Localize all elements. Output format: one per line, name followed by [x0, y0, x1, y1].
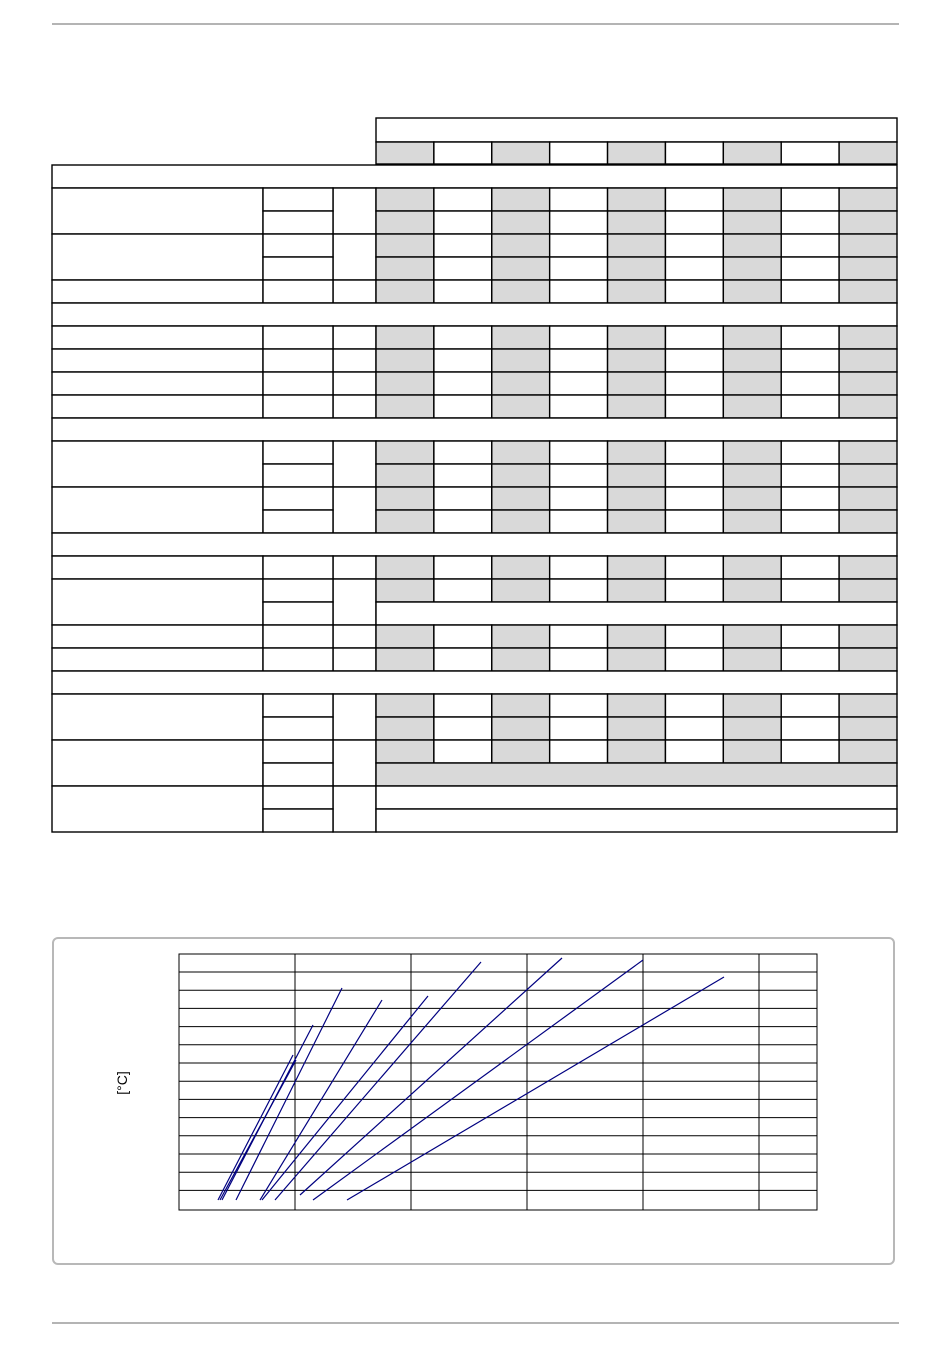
unit-cell	[333, 441, 376, 487]
row-model-cell	[839, 694, 897, 717]
row-model-cell	[723, 211, 781, 234]
row-model-cell	[550, 395, 608, 418]
row-model-cell	[781, 579, 839, 602]
row-model-cell	[781, 441, 839, 464]
row-model-cell	[376, 625, 434, 648]
row-model-cell	[608, 211, 666, 234]
row-model-cell	[434, 211, 492, 234]
parameter-label-cell	[52, 694, 263, 740]
condition-cell	[263, 211, 333, 234]
merged-value-cell	[376, 786, 897, 809]
row-model-cell	[492, 211, 550, 234]
row-model-cell	[434, 188, 492, 211]
row-model-cell	[839, 487, 897, 510]
row-model-cell	[723, 579, 781, 602]
parameter-label-cell	[52, 280, 263, 303]
row-model-cell	[839, 188, 897, 211]
unit-cell	[333, 349, 376, 372]
row-model-cell	[550, 211, 608, 234]
row-model-cell	[723, 326, 781, 349]
header-model-cell	[723, 142, 781, 164]
row-model-cell	[608, 372, 666, 395]
row-model-cell	[723, 717, 781, 740]
row-model-cell	[608, 395, 666, 418]
parameter-label-cell	[52, 625, 263, 648]
condition-cell	[263, 556, 333, 579]
condition-cell	[263, 372, 333, 395]
row-model-cell	[550, 441, 608, 464]
row-model-cell	[781, 625, 839, 648]
row-model-cell	[376, 487, 434, 510]
row-model-cell	[665, 372, 723, 395]
row-model-cell	[550, 694, 608, 717]
unit-cell	[333, 740, 376, 786]
row-model-cell	[608, 441, 666, 464]
unit-cell	[333, 234, 376, 280]
row-model-cell	[492, 188, 550, 211]
row-model-cell	[376, 740, 434, 763]
condition-cell	[263, 395, 333, 418]
row-model-cell	[434, 579, 492, 602]
parameter-label-cell	[52, 372, 263, 395]
row-model-cell	[550, 234, 608, 257]
condition-cell	[263, 648, 333, 671]
row-model-cell	[434, 694, 492, 717]
unit-cell	[333, 326, 376, 349]
row-model-cell	[608, 257, 666, 280]
row-model-cell	[608, 579, 666, 602]
row-model-cell	[665, 740, 723, 763]
row-model-cell	[608, 188, 666, 211]
row-model-cell	[376, 510, 434, 533]
row-model-cell	[723, 625, 781, 648]
unit-cell	[333, 786, 376, 832]
row-model-cell	[665, 556, 723, 579]
row-model-cell	[376, 326, 434, 349]
row-model-cell	[665, 188, 723, 211]
unit-cell	[333, 648, 376, 671]
row-model-cell	[550, 372, 608, 395]
merged-value-cell	[376, 602, 897, 625]
row-model-cell	[550, 579, 608, 602]
merged-value-cell	[376, 809, 897, 832]
row-model-cell	[376, 395, 434, 418]
row-model-cell	[492, 740, 550, 763]
row-model-cell	[839, 234, 897, 257]
header-model-cell	[665, 142, 723, 164]
header-model-cell	[492, 142, 550, 164]
unit-cell	[333, 625, 376, 648]
row-model-cell	[434, 717, 492, 740]
row-model-cell	[492, 694, 550, 717]
parameter-label-cell	[52, 786, 263, 832]
condition-cell	[263, 280, 333, 303]
row-model-cell	[839, 395, 897, 418]
row-model-cell	[434, 740, 492, 763]
condition-cell	[263, 464, 333, 487]
row-model-cell	[550, 326, 608, 349]
row-model-cell	[550, 510, 608, 533]
row-model-cell	[434, 349, 492, 372]
row-model-cell	[434, 510, 492, 533]
header-model-cell	[839, 142, 897, 164]
row-model-cell	[550, 556, 608, 579]
unit-cell	[333, 579, 376, 625]
row-model-cell	[376, 372, 434, 395]
row-model-cell	[608, 556, 666, 579]
row-model-cell	[492, 648, 550, 671]
row-model-cell	[434, 556, 492, 579]
row-model-cell	[376, 717, 434, 740]
row-model-cell	[665, 464, 723, 487]
row-model-cell	[376, 648, 434, 671]
row-model-cell	[434, 372, 492, 395]
row-model-cell	[839, 648, 897, 671]
row-model-cell	[376, 188, 434, 211]
parameter-label-cell	[52, 188, 263, 234]
row-model-cell	[608, 349, 666, 372]
row-model-cell	[839, 257, 897, 280]
row-model-cell	[665, 717, 723, 740]
condition-cell	[263, 809, 333, 832]
row-model-cell	[781, 280, 839, 303]
unit-cell	[333, 280, 376, 303]
row-model-cell	[781, 257, 839, 280]
row-model-cell	[839, 211, 897, 234]
row-model-cell	[550, 349, 608, 372]
row-model-cell	[781, 395, 839, 418]
section-header-row	[52, 671, 897, 694]
row-model-cell	[665, 326, 723, 349]
parameter-label-cell	[52, 556, 263, 579]
parameter-label-cell	[52, 740, 263, 786]
row-model-cell	[839, 280, 897, 303]
unit-cell	[333, 694, 376, 740]
row-model-cell	[492, 441, 550, 464]
condition-cell	[263, 441, 333, 464]
row-model-cell	[839, 464, 897, 487]
row-model-cell	[376, 694, 434, 717]
parameter-label-cell	[52, 326, 263, 349]
row-model-cell	[608, 717, 666, 740]
row-model-cell	[723, 648, 781, 671]
row-model-cell	[723, 188, 781, 211]
temperature-curve-panel	[52, 937, 895, 1265]
row-model-cell	[839, 579, 897, 602]
condition-cell	[263, 579, 333, 602]
row-model-cell	[781, 326, 839, 349]
row-model-cell	[550, 717, 608, 740]
condition-cell	[263, 487, 333, 510]
row-model-cell	[723, 556, 781, 579]
row-model-cell	[723, 441, 781, 464]
row-model-cell	[492, 257, 550, 280]
row-model-cell	[434, 257, 492, 280]
row-model-cell	[550, 257, 608, 280]
row-model-cell	[723, 487, 781, 510]
row-model-cell	[781, 211, 839, 234]
row-model-cell	[492, 717, 550, 740]
row-model-cell	[781, 464, 839, 487]
header-model-cell	[434, 142, 492, 164]
condition-cell	[263, 257, 333, 280]
row-model-cell	[550, 740, 608, 763]
row-model-cell	[608, 326, 666, 349]
bottom-rule	[52, 1322, 899, 1324]
header-model-cell	[608, 142, 666, 164]
row-model-cell	[781, 648, 839, 671]
row-model-cell	[492, 234, 550, 257]
row-model-cell	[781, 694, 839, 717]
y-axis-label: [°C]	[114, 1071, 130, 1095]
row-model-cell	[550, 648, 608, 671]
row-model-cell	[376, 441, 434, 464]
row-model-cell	[376, 556, 434, 579]
parameter-label-cell	[52, 395, 263, 418]
section-header-row	[52, 533, 897, 556]
parameter-label-cell	[52, 487, 263, 533]
row-model-cell	[839, 510, 897, 533]
parameter-label-cell	[52, 441, 263, 487]
row-model-cell	[665, 441, 723, 464]
condition-cell	[263, 234, 333, 257]
row-model-cell	[723, 349, 781, 372]
header-model-cell	[376, 142, 434, 164]
condition-cell	[263, 602, 333, 625]
row-model-cell	[434, 648, 492, 671]
row-model-cell	[665, 257, 723, 280]
row-model-cell	[723, 740, 781, 763]
row-model-cell	[665, 694, 723, 717]
row-model-cell	[492, 280, 550, 303]
row-model-cell	[608, 510, 666, 533]
row-model-cell	[839, 717, 897, 740]
condition-cell	[263, 717, 333, 740]
row-model-cell	[492, 326, 550, 349]
row-model-cell	[492, 349, 550, 372]
row-model-cell	[665, 234, 723, 257]
section-header-row	[52, 418, 897, 441]
row-model-cell	[550, 487, 608, 510]
row-model-cell	[665, 395, 723, 418]
row-model-cell	[492, 625, 550, 648]
header-group-cell	[376, 118, 897, 142]
unit-cell	[333, 372, 376, 395]
unit-cell	[333, 556, 376, 579]
row-model-cell	[839, 372, 897, 395]
row-model-cell	[434, 487, 492, 510]
row-model-cell	[376, 234, 434, 257]
row-model-cell	[723, 395, 781, 418]
header-model-cell	[781, 142, 839, 164]
condition-cell	[263, 188, 333, 211]
row-model-cell	[781, 740, 839, 763]
row-model-cell	[665, 625, 723, 648]
row-model-cell	[665, 211, 723, 234]
row-model-cell	[839, 625, 897, 648]
row-model-cell	[492, 487, 550, 510]
row-model-cell	[781, 234, 839, 257]
row-model-cell	[608, 487, 666, 510]
row-model-cell	[839, 740, 897, 763]
condition-cell	[263, 625, 333, 648]
row-model-cell	[608, 464, 666, 487]
row-model-cell	[492, 395, 550, 418]
row-model-cell	[723, 372, 781, 395]
row-model-cell	[492, 579, 550, 602]
condition-cell	[263, 740, 333, 763]
row-model-cell	[376, 280, 434, 303]
row-model-cell	[550, 625, 608, 648]
parameter-label-cell	[52, 349, 263, 372]
row-model-cell	[608, 694, 666, 717]
row-model-cell	[781, 556, 839, 579]
row-model-cell	[665, 487, 723, 510]
header-model-cell	[550, 142, 608, 164]
row-model-cell	[665, 349, 723, 372]
row-model-cell	[608, 740, 666, 763]
parameter-label-cell	[52, 579, 263, 625]
parameter-label-cell	[52, 648, 263, 671]
row-model-cell	[492, 510, 550, 533]
row-model-cell	[723, 510, 781, 533]
row-model-cell	[723, 234, 781, 257]
row-model-cell	[608, 280, 666, 303]
unit-cell	[333, 395, 376, 418]
condition-cell	[263, 510, 333, 533]
row-model-cell	[839, 326, 897, 349]
parameter-label-cell	[52, 234, 263, 280]
row-model-cell	[550, 280, 608, 303]
row-model-cell	[839, 441, 897, 464]
row-model-cell	[839, 556, 897, 579]
row-model-cell	[608, 625, 666, 648]
row-model-cell	[434, 326, 492, 349]
row-model-cell	[550, 464, 608, 487]
row-model-cell	[665, 280, 723, 303]
row-model-cell	[839, 349, 897, 372]
row-model-cell	[492, 556, 550, 579]
unit-cell	[333, 487, 376, 533]
merged-value-cell	[376, 763, 897, 786]
condition-cell	[263, 786, 333, 809]
row-model-cell	[781, 510, 839, 533]
row-model-cell	[723, 694, 781, 717]
row-model-cell	[781, 717, 839, 740]
row-model-cell	[781, 349, 839, 372]
row-model-cell	[781, 487, 839, 510]
row-model-cell	[723, 257, 781, 280]
row-model-cell	[723, 280, 781, 303]
row-model-cell	[434, 625, 492, 648]
row-model-cell	[608, 234, 666, 257]
row-model-cell	[376, 211, 434, 234]
row-model-cell	[434, 234, 492, 257]
row-model-cell	[376, 349, 434, 372]
row-model-cell	[665, 510, 723, 533]
row-model-cell	[376, 464, 434, 487]
row-model-cell	[492, 372, 550, 395]
condition-cell	[263, 763, 333, 786]
condition-cell	[263, 349, 333, 372]
row-model-cell	[665, 648, 723, 671]
section-header-row	[52, 165, 897, 188]
row-model-cell	[434, 280, 492, 303]
condition-cell	[263, 326, 333, 349]
condition-cell	[263, 694, 333, 717]
row-model-cell	[608, 648, 666, 671]
unit-cell	[333, 188, 376, 234]
row-model-cell	[434, 464, 492, 487]
row-model-cell	[781, 372, 839, 395]
row-model-cell	[723, 464, 781, 487]
row-model-cell	[434, 441, 492, 464]
row-model-cell	[781, 188, 839, 211]
row-model-cell	[376, 579, 434, 602]
section-header-row	[52, 303, 897, 326]
row-model-cell	[665, 579, 723, 602]
row-model-cell	[550, 188, 608, 211]
row-model-cell	[376, 257, 434, 280]
row-model-cell	[434, 395, 492, 418]
row-model-cell	[492, 464, 550, 487]
